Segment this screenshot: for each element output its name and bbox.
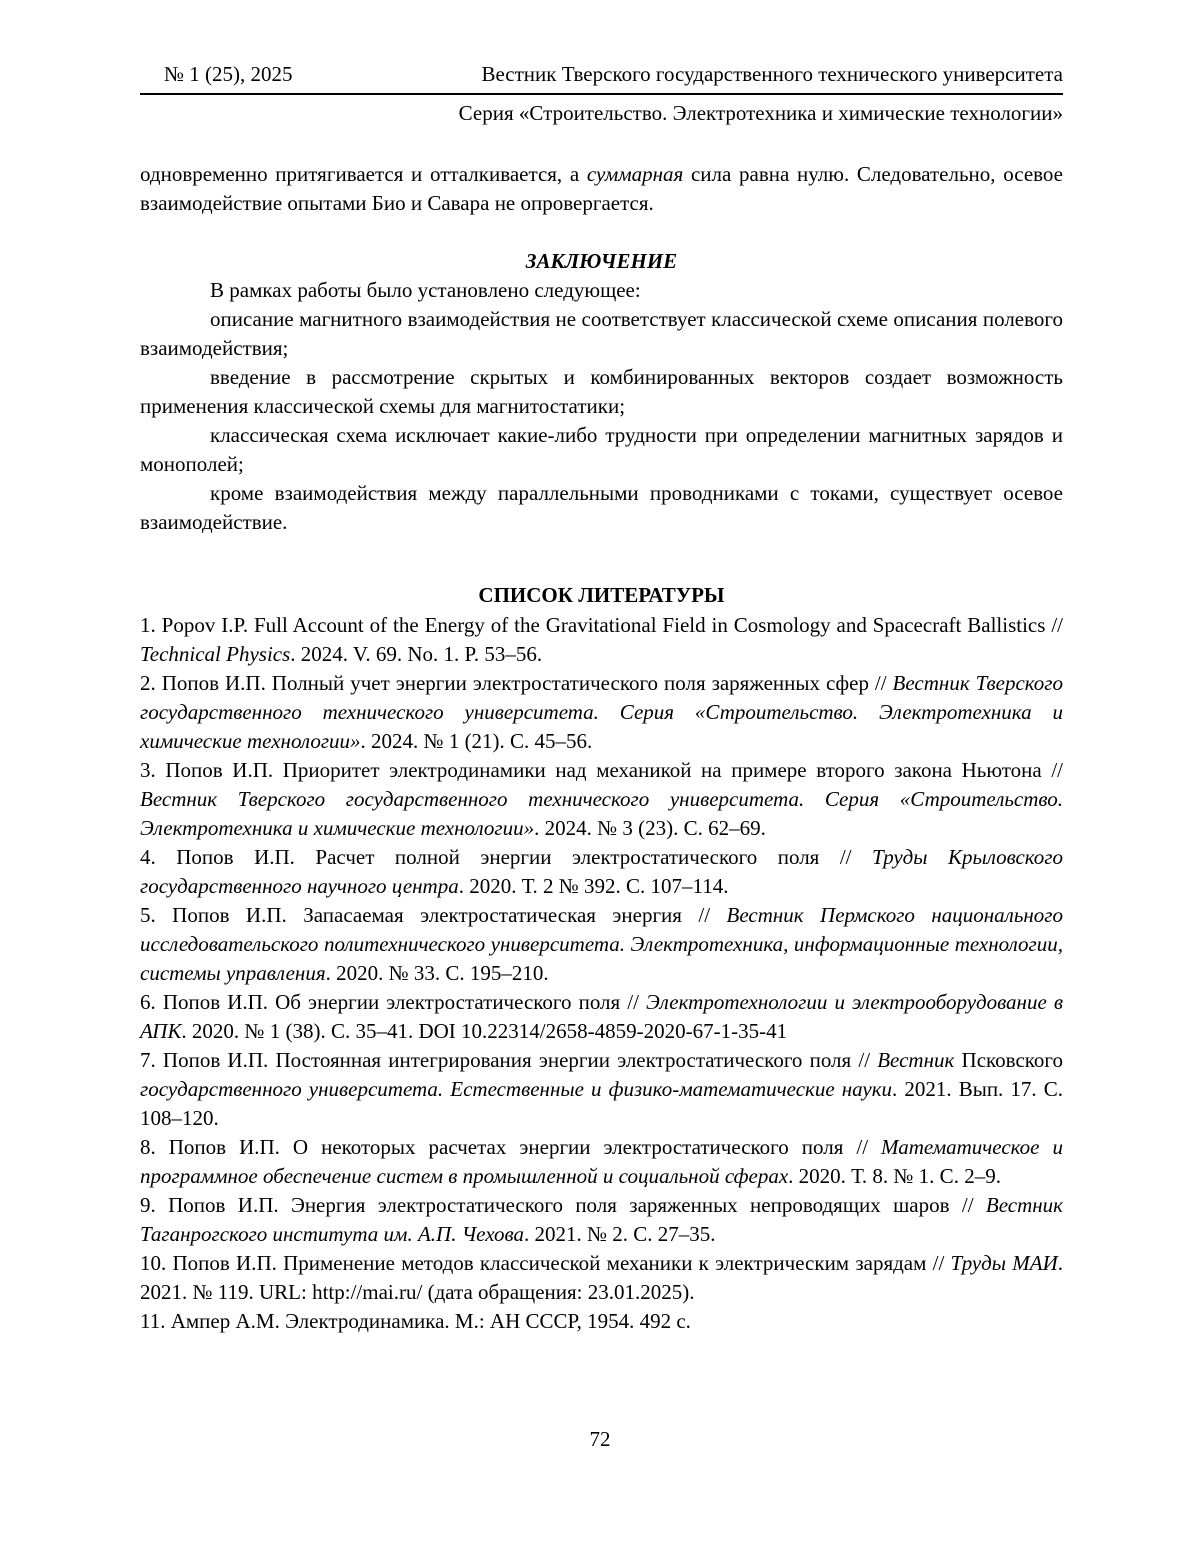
page-footer bbox=[0, 1425, 1200, 1454]
text-run: сила равна нулю. Следовательно, осевое взаимодействие опытами Био и Савара не опровергается. bbox=[140, 162, 1063, 215]
italic-text-run: государственного университета. Естественные и физико-математические науки bbox=[140, 1077, 893, 1101]
text-run: 8. Попов И.П. О некоторых расчетах энергии электростатического поля // bbox=[140, 1135, 882, 1159]
text-run: . 2021. № 119. URL: http://mai.ru/ (дата обращения: 23.01.2025). bbox=[140, 1251, 1063, 1304]
header-row bbox=[140, 60, 1063, 89]
header-divider bbox=[140, 93, 1063, 95]
italic-text-run: Вестник Таганрогского института им. А.П. Чехова bbox=[140, 1193, 1063, 1246]
reference-item bbox=[140, 1133, 1063, 1191]
reference-item bbox=[140, 611, 1063, 669]
page-number: 72 bbox=[589, 1427, 611, 1451]
reference-item bbox=[140, 669, 1063, 756]
text-run: 2. Попов И.П. Полный учет энергии электростатического поля заряженных сфер // bbox=[140, 671, 893, 695]
journal-title: Вестник Тверского государственного технического университета bbox=[481, 62, 1063, 86]
reference-item bbox=[140, 901, 1063, 988]
italic-text-run: Technical Physics bbox=[140, 642, 291, 666]
text-run: 1. Popov I.P. Full Account of the Energy of the Gravitational Field in Cosmology and Spacecraft Ballistics // bbox=[140, 613, 1063, 637]
text-run: . 2020. Т. 8. № 1. С. 2–9. bbox=[788, 1164, 1001, 1188]
text-run: 5. Попов И.П. Запасаемая электростатическая энергия // bbox=[140, 903, 727, 927]
italic-text-run: Математическое и программное обеспечение систем в промышленной и социальной сферах bbox=[140, 1135, 1063, 1188]
reference-item bbox=[140, 988, 1063, 1046]
text-run: 3. Попов И.П. Приоритет электродинамики над механикой на примере второго закона Ньютона // bbox=[140, 758, 1063, 782]
text-run: 9. Попов И.П. Энергия электростатического поля заряженных непроводящих шаров // bbox=[140, 1193, 986, 1217]
italic-text-run: Электротехнологии и электрооборудование в АПК bbox=[140, 990, 1063, 1043]
italic-text-run: Труды Крыловского государственного научного центра bbox=[140, 845, 1063, 898]
italic-text-run: Вестник bbox=[877, 1048, 955, 1072]
body-paragraph bbox=[140, 160, 1063, 218]
reference-item bbox=[140, 1307, 1063, 1336]
italic-text-run: Вестник Пермского национального исследовательского политехнического университета. Электротехника, информационные технологии, системы управления bbox=[140, 903, 1063, 985]
references-heading: СПИСОК ЛИТЕРАТУРЫ bbox=[478, 583, 725, 607]
italic-text-run: Труды МАИ bbox=[950, 1251, 1058, 1275]
text-run: . 2020. Т. 2 № 392. С. 107–114. bbox=[458, 874, 729, 898]
conclusion-heading: ЗАКЛЮЧЕНИЕ bbox=[525, 249, 678, 273]
text-run: 7. Попов И.П. Постоянная интегрирования энергии электростатического поля // bbox=[140, 1048, 878, 1072]
italic-text-run: суммарная bbox=[586, 162, 684, 186]
text-run: . 2020. № 1 (38). С. 35–41. DOI 10.22314/2658-4859-2020-67-1-35-41 bbox=[181, 1019, 788, 1043]
reference-item bbox=[140, 1249, 1063, 1307]
reference-item bbox=[140, 1191, 1063, 1249]
conclusion-paragraph: классическая схема исключает какие-либо трудности при определении магнитных зарядов и монополей; bbox=[140, 423, 1063, 476]
text-run: Псковского bbox=[954, 1048, 1063, 1072]
conclusion-paragraph: кроме взаимодействия между параллельными проводниками с токами, существует осевое взаимодействие. bbox=[140, 481, 1063, 534]
issue-number: № 1 (25), 2025 bbox=[164, 62, 293, 86]
text-run: одновременно притягивается и отталкивается, а bbox=[140, 162, 587, 186]
reference-item bbox=[140, 756, 1063, 843]
page-body bbox=[140, 160, 1063, 1336]
text-run: 4. Попов И.П. Расчет полной энергии электростатического поля // bbox=[140, 845, 873, 869]
italic-text-run: Вестник Тверского государственного технического университета. Серия «Строительство. Электротехника и химические технологии» bbox=[140, 671, 1063, 753]
text-run: . 2024. № 1 (21). С. 45–56. bbox=[360, 729, 593, 753]
text-run: . 2024. V. 69. No. 1. P. 53–56. bbox=[290, 642, 543, 666]
journal-series: Серия «Строительство. Электротехника и химические технологии» bbox=[458, 101, 1063, 125]
conclusion-section bbox=[140, 276, 1063, 537]
text-run: . 2024. № 3 (23). С. 62–69. bbox=[534, 816, 766, 840]
page-header bbox=[140, 60, 1063, 128]
reference-item bbox=[140, 843, 1063, 901]
text-run: 6. Попов И.П. Об энергии электростатического поля // bbox=[140, 990, 647, 1014]
text-run: . 2021. № 2. С. 27–35. bbox=[523, 1222, 716, 1246]
text-run: . 2021. Вып. 17. С. 108–120. bbox=[140, 1077, 1063, 1130]
italic-text-run: Вестник Тверского государственного технического университета. Серия «Строительство. Электротехника и химические технологии» bbox=[140, 787, 1063, 840]
text-run: 10. Попов И.П. Применение методов классической механики к электрическим зарядам // bbox=[140, 1251, 951, 1275]
conclusion-paragraph: введение в рассмотрение скрытых и комбинированных векторов создает возможность применения классической схемы для магнитостатики; bbox=[140, 365, 1063, 418]
conclusion-paragraph: В рамках работы было установлено следующее: bbox=[210, 278, 641, 302]
reference-item bbox=[140, 1046, 1063, 1133]
text-run: 11. Ампер А.М. Электродинамика. М.: АН СССР, 1954. 492 с. bbox=[140, 1309, 691, 1333]
conclusion-paragraph: описание магнитного взаимодействия не соответствует классической схеме описания полевого взаимодействия; bbox=[140, 307, 1063, 360]
reference-list bbox=[140, 611, 1063, 1336]
text-run: . 2020. № 33. С. 195–210. bbox=[325, 961, 549, 985]
